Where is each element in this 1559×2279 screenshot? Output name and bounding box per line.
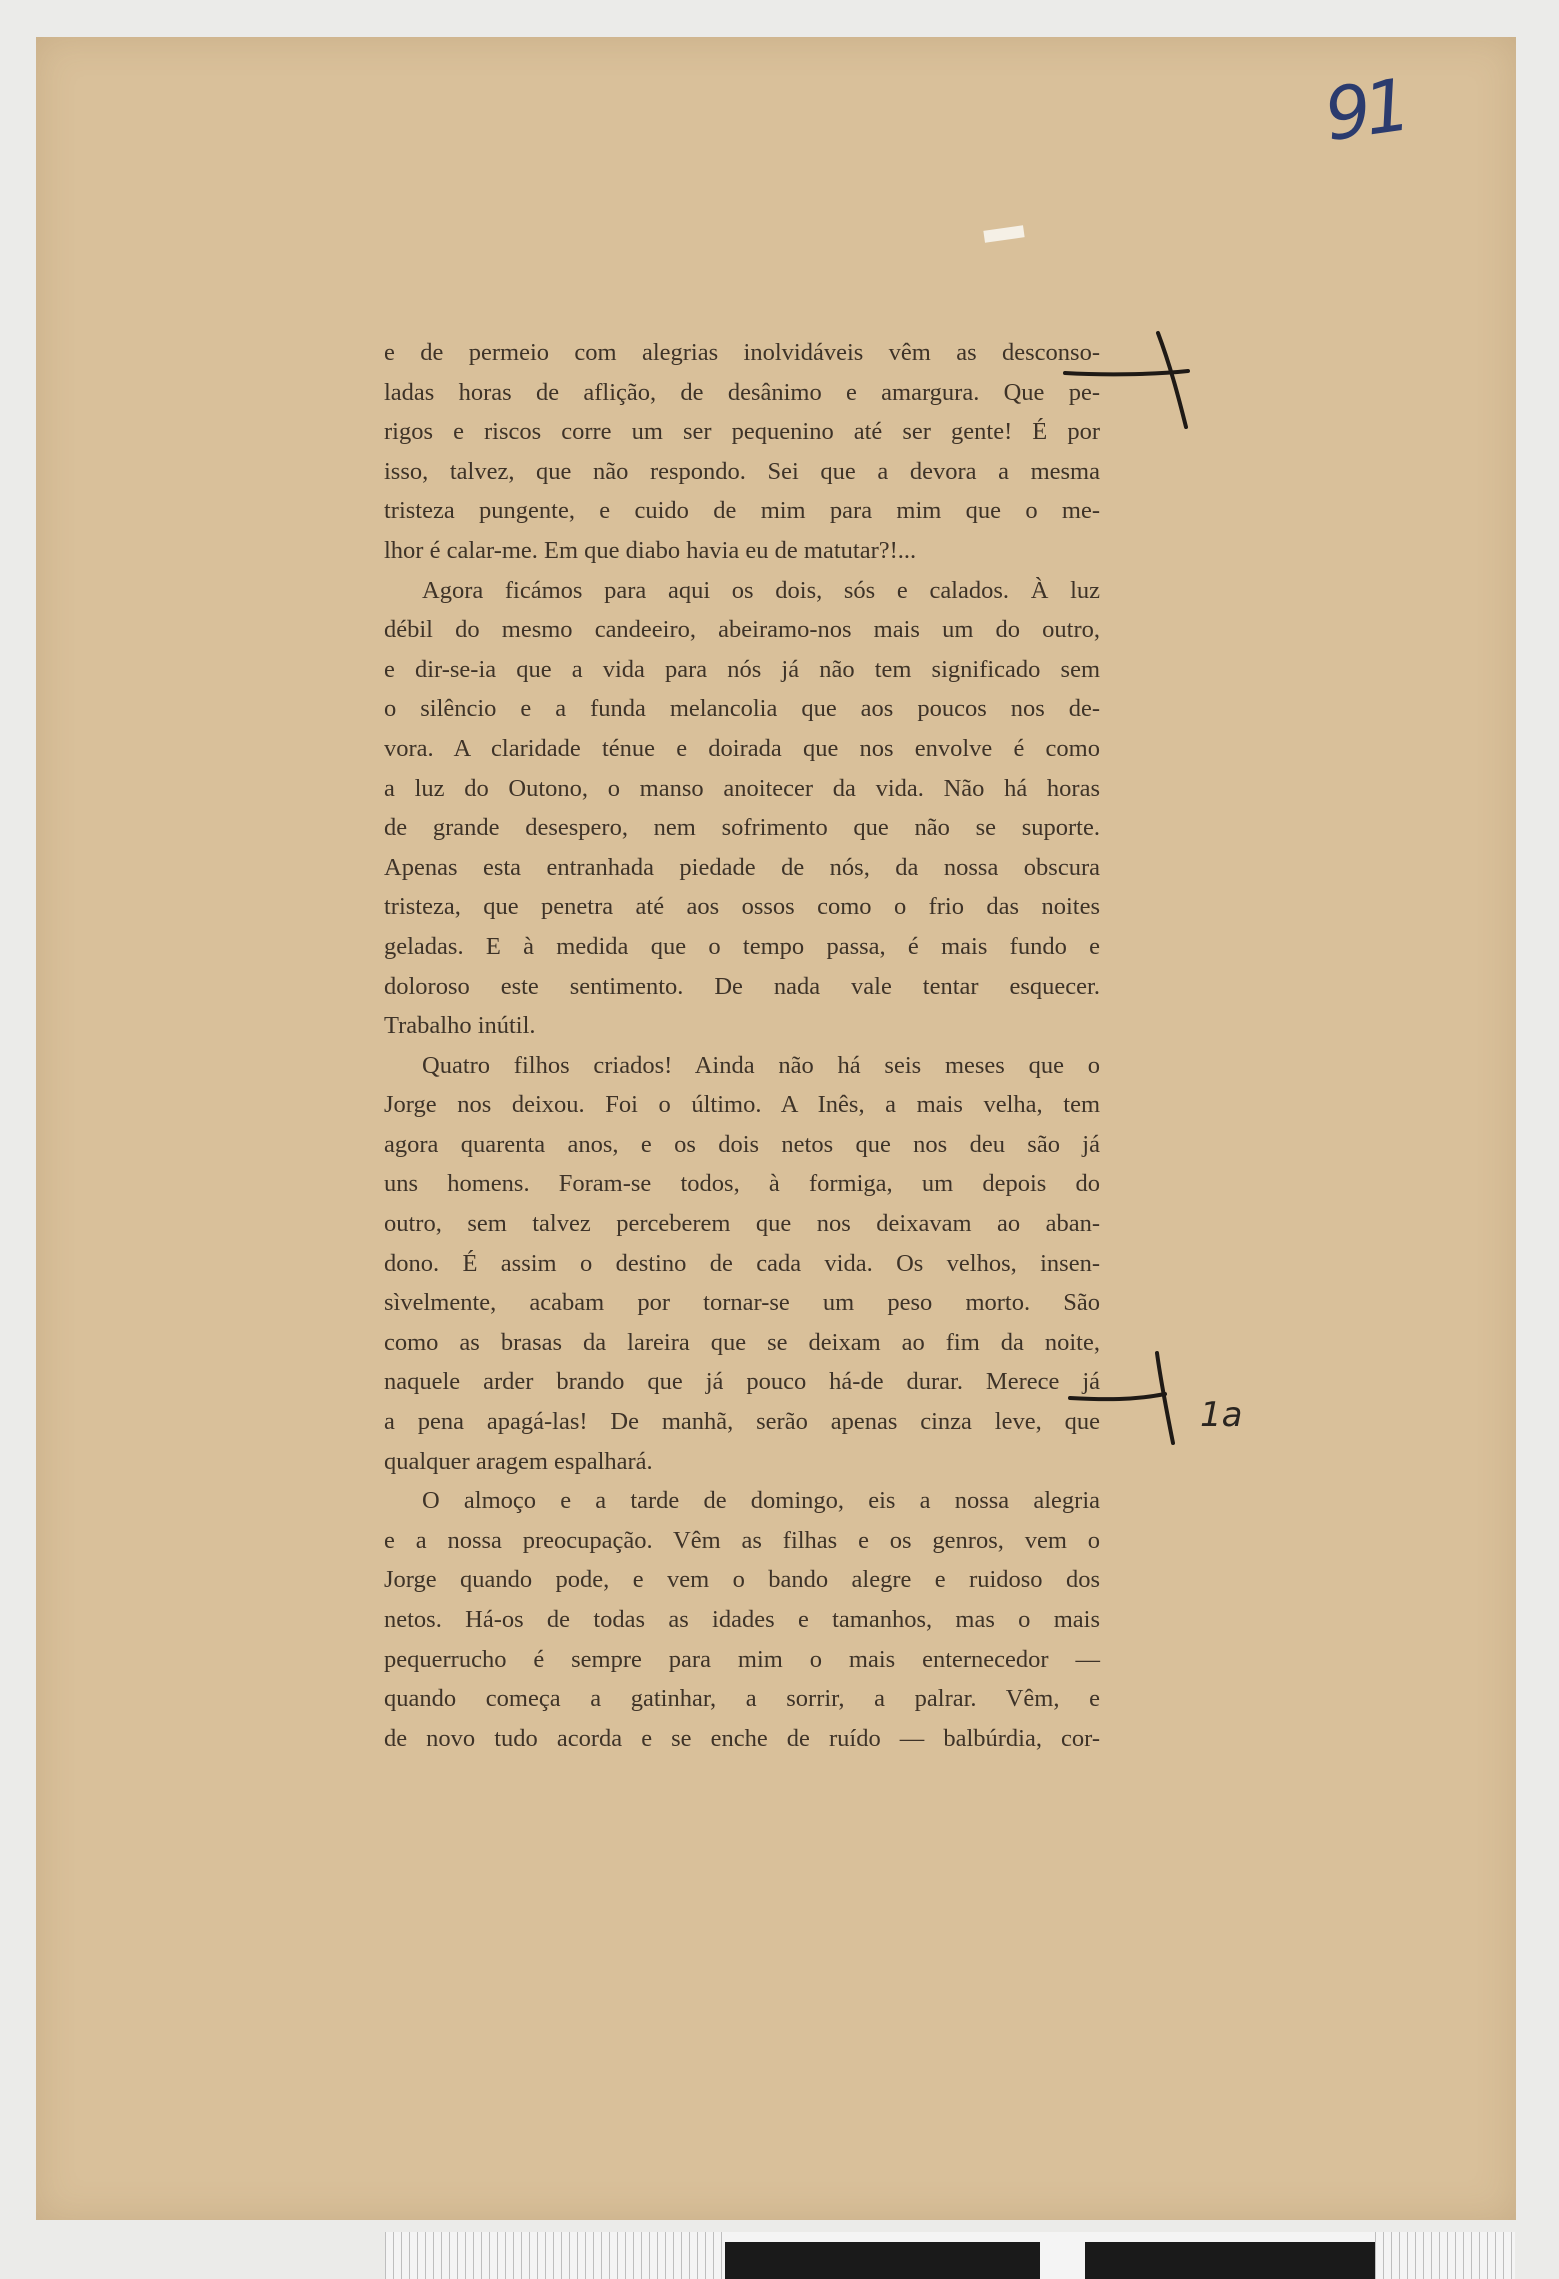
text-line: vora. A claridade ténue e doirada que nos envolve é como xyxy=(384,734,1100,762)
ruler-ticks-left xyxy=(385,2232,725,2279)
text-line: e dir-se-ia que a vida para nós já não tem significado sem xyxy=(384,655,1100,683)
text-line: tristeza pungente, e cuido de mim para mim que o me- xyxy=(384,497,1100,525)
text-line: Jorge nos deixou. Foi o último. A Inês, a mais velha, tem xyxy=(384,1091,1100,1119)
text-line: outro, sem talvez perceberem que nos deixavam ao aban- xyxy=(384,1210,1100,1238)
text-line: quando começa a gatinhar, a sorrir, a palrar. Vêm, e xyxy=(384,1685,1100,1713)
text-line: O almoço e a tarde de domingo, eis a nossa alegria xyxy=(422,1487,1100,1515)
text-line: netos. Há-os de todas as idades e tamanhos, mas o mais xyxy=(384,1606,1100,1633)
margin-break-mark-bottom xyxy=(1065,1348,1185,1448)
text-line: lhor é calar-me. Em que diabo havia eu de matutar?!... xyxy=(384,536,917,564)
text-line: Quatro filhos criados! Ainda não há seis meses que o xyxy=(422,1051,1100,1079)
margin-break-mark-top xyxy=(1060,325,1200,435)
text-line: dono. É assim o destino de cada vida. Os velhos, insen- xyxy=(384,1249,1100,1277)
scan-ruler xyxy=(385,2232,1515,2279)
text-line: geladas. E à medida que o tempo passa, é mais fundo e xyxy=(384,932,1100,960)
text-line: Apenas esta entranhada piedade de nós, da nossa obscura xyxy=(384,853,1100,881)
text-line: ladas horas de aflição, de desânimo e amargura. Que pe- xyxy=(384,378,1100,406)
text-line: de novo tudo acorda e se enche de ruído — balbúrdia, cor- xyxy=(384,1724,1100,1752)
text-line: Agora ficámos para aqui os dois, sós e calados. À luz xyxy=(422,576,1100,604)
text-line: e a nossa preocupação. Vêm as filhas e os genros, vem o xyxy=(384,1526,1100,1554)
text-line: pequerrucho é sempre para mim o mais enternecedor — xyxy=(384,1645,1100,1673)
text-line: sìvelmente, acabam por tornar-se um peso morto. São xyxy=(384,1289,1100,1317)
ruler-block xyxy=(1085,2242,1375,2279)
text-line: o silêncio e a funda melancolia que aos poucos nos de- xyxy=(384,695,1100,723)
text-line: naquele arder brando que já pouco há-de durar. Merece já xyxy=(384,1368,1100,1396)
body-text xyxy=(384,333,1100,1758)
text-line: débil do mesmo candeeiro, abeiramo-nos mais um do outro, xyxy=(384,616,1100,644)
text-line: tristeza, que penetra até aos ossos como o frio das noites xyxy=(384,893,1100,921)
text-line: a luz do Outono, o manso anoitecer da vida. Não há horas xyxy=(384,774,1100,802)
text-line: a pena apagá-las! De manhã, serão apenas cinza leve, que xyxy=(384,1408,1100,1436)
text-line: agora quarenta anos, e os dois netos que nos deu são já xyxy=(384,1130,1100,1158)
text-line: doloroso este sentimento. De nada vale tentar esquecer. xyxy=(384,972,1100,1000)
text-line: rigos e riscos corre um ser pequenino até ser gente! É por xyxy=(384,418,1100,446)
text-line: isso, talvez, que não respondo. Sei que a devora a mesma xyxy=(384,457,1100,485)
text-line: como as brasas da lareira que se deixam ao fim da noite, xyxy=(384,1328,1100,1356)
text-line: de grande desespero, nem sofrimento que não se suporte. xyxy=(384,814,1100,842)
text-line: Trabalho inútil. xyxy=(384,1012,536,1040)
page-number-handwritten: 91 xyxy=(1319,62,1411,158)
text-line: Jorge quando pode, e vem o bando alegre e ruidoso dos xyxy=(384,1566,1100,1594)
ruler-ticks-right xyxy=(1375,2232,1515,2279)
ruler-block xyxy=(725,2242,1040,2279)
text-line: qualquer aragem espalhará. xyxy=(384,1447,653,1475)
text-line: uns homens. Foram-se todos, à formiga, um depois do xyxy=(384,1170,1100,1198)
margin-annotation: 1a xyxy=(1200,1395,1243,1435)
text-line: e de permeio com alegrias inolvidáveis vêm as desconso- xyxy=(384,339,1100,366)
